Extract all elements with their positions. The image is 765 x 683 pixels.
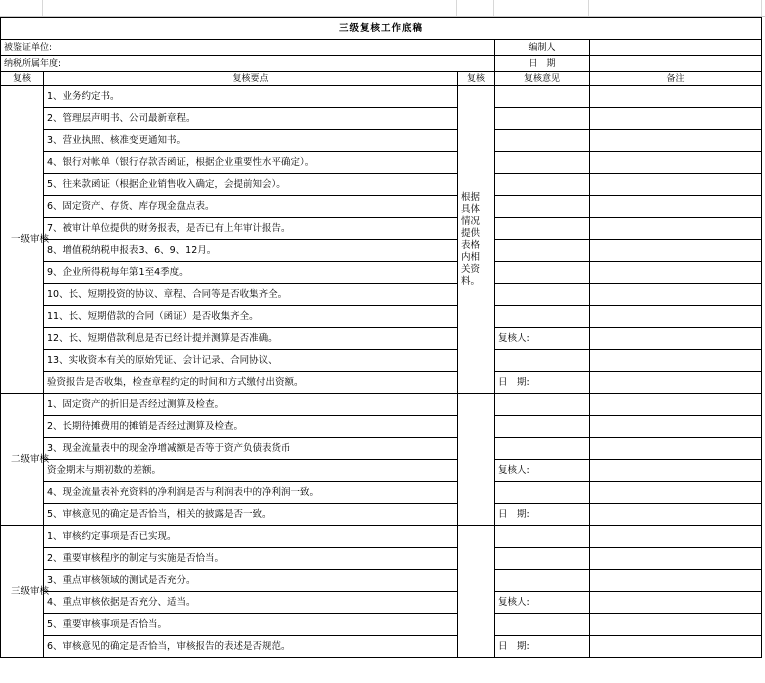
remark-cell[interactable] [590, 108, 762, 130]
level-1-item: 4、银行对帐单（银行存款否函证，根据企业重要性水平确定）。 [44, 152, 458, 174]
remark-cell[interactable] [590, 394, 762, 416]
preparer-value-cell[interactable] [590, 40, 762, 56]
level-3-label: 三级审核 [1, 526, 44, 658]
level-3-materials-cell[interactable] [458, 526, 495, 658]
opinion-cell[interactable] [495, 108, 590, 130]
level-3-item: 4、重点审核依据是否充分、适当。 [44, 592, 458, 614]
header-review-opinion: 复核意见 [495, 72, 590, 86]
opinion-cell[interactable] [495, 86, 590, 108]
level-1-item: 7、被审计单位提供的财务报表，是否已有上年审计报告。 [44, 218, 458, 240]
opinion-cell[interactable] [495, 394, 590, 416]
remark-cell[interactable] [590, 636, 762, 658]
opinion-cell[interactable] [495, 614, 590, 636]
remark-cell[interactable] [590, 482, 762, 504]
level-2-date-label: 日 期: [495, 504, 590, 526]
remark-cell[interactable] [590, 174, 762, 196]
remark-cell[interactable] [590, 592, 762, 614]
remark-cell[interactable] [590, 460, 762, 482]
remark-cell[interactable] [590, 196, 762, 218]
remark-cell[interactable] [590, 306, 762, 328]
opinion-cell[interactable] [495, 174, 590, 196]
remark-cell[interactable] [590, 218, 762, 240]
remark-cell[interactable] [590, 240, 762, 262]
opinion-cell[interactable] [495, 262, 590, 284]
remark-cell[interactable] [590, 504, 762, 526]
remark-cell[interactable] [590, 372, 762, 394]
level-1-item: 1、业务约定书。 [44, 86, 458, 108]
remark-cell[interactable] [590, 548, 762, 570]
tax-year-label: 纳税所属年度: [1, 56, 495, 72]
level-2-item: 资金期末与期初数的差额。 [44, 460, 458, 482]
remark-cell[interactable] [590, 86, 762, 108]
level-2-reviewer-label: 复核人: [495, 460, 590, 482]
level-1-reviewer-label: 复核人: [495, 328, 590, 350]
level-1-item: 5、往来款函证（根据企业销售收入确定，会提前知会）。 [44, 174, 458, 196]
level-1-item: 12、长、短期借款利息是否已经计提并测算是否准确。 [44, 328, 458, 350]
page-title: 三级复核工作底稿 [1, 18, 762, 40]
opinion-cell[interactable] [495, 284, 590, 306]
level-1-item: 2、管理层声明书、公司最新章程。 [44, 108, 458, 130]
level-3-item: 5、重要审核事项是否恰当。 [44, 614, 458, 636]
level-3-item: 6、审核意见的确定是否恰当，审核报告的表述是否规范。 [44, 636, 458, 658]
opinion-cell[interactable] [495, 438, 590, 460]
level-1-item: 13、实收资本有关的原始凭证、会计记录、合同协议、 [44, 350, 458, 372]
level-2-label: 二级审核 [1, 394, 44, 526]
opinion-cell[interactable] [495, 570, 590, 592]
date-value-cell[interactable] [590, 56, 762, 72]
opinion-cell[interactable] [495, 306, 590, 328]
level-1-item: 9、企业所得税每年第1至4季度。 [44, 262, 458, 284]
level-2-item: 1、固定资产的折旧是否经过测算及检查。 [44, 394, 458, 416]
opinion-cell[interactable] [495, 196, 590, 218]
review-table [0, 17, 762, 658]
level-2-item: 2、长期待摊费用的摊销是否经过测算及检查。 [44, 416, 458, 438]
level-1-item: 6、固定资产、存货、库存现金盘点表。 [44, 196, 458, 218]
remark-cell[interactable] [590, 350, 762, 372]
opinion-cell[interactable] [495, 416, 590, 438]
remark-cell[interactable] [590, 614, 762, 636]
level-1-item: 11、长、短期借款的合同（函证）是否收集齐全。 [44, 306, 458, 328]
level-1-item: 8、增值税纳税申报表3、6、9、12月。 [44, 240, 458, 262]
level-3-reviewer-label: 复核人: [495, 592, 590, 614]
header-review-2: 复核 [458, 72, 495, 86]
level-3-item: 1、审核约定事项是否已实现。 [44, 526, 458, 548]
opinion-cell[interactable] [495, 526, 590, 548]
opinion-cell[interactable] [495, 218, 590, 240]
remark-cell[interactable] [590, 526, 762, 548]
level-2-item: 3、现金流量表中的现金净增减额是否等于资产负债表货币 [44, 438, 458, 460]
remark-cell[interactable] [590, 438, 762, 460]
remark-cell[interactable] [590, 130, 762, 152]
level-3-date-label: 日 期: [495, 636, 590, 658]
remark-cell[interactable] [590, 152, 762, 174]
remark-cell[interactable] [590, 328, 762, 350]
header-remark: 备注 [590, 72, 762, 86]
level-1-date-label: 日 期: [495, 372, 590, 394]
level-1-item: 3、营业执照、核准变更通知书。 [44, 130, 458, 152]
opinion-cell[interactable] [495, 350, 590, 372]
header-review: 复核 [1, 72, 44, 86]
level-1-item: 验资报告是否收集，检查章程约定的时间和方式缴付出资额。 [44, 372, 458, 394]
opinion-cell[interactable] [495, 240, 590, 262]
opinion-cell[interactable] [495, 548, 590, 570]
level-1-item: 10、长、短期投资的协议、章程、合同等是否收集齐全。 [44, 284, 458, 306]
materials-note: 根据具体情况提供表格内相关资料。 [458, 86, 495, 394]
date-label: 日 期 [495, 56, 590, 72]
level-3-item: 3、重点审核领域的测试是否充分。 [44, 570, 458, 592]
remark-cell[interactable] [590, 262, 762, 284]
level-2-item: 4、现金流量表补充资料的净利润是否与利润表中的净利润一致。 [44, 482, 458, 504]
column-header-strip [0, 0, 765, 17]
opinion-cell[interactable] [495, 482, 590, 504]
opinion-cell[interactable] [495, 152, 590, 174]
level-1-label: 一级审核 [1, 86, 44, 394]
remark-cell[interactable] [590, 284, 762, 306]
remark-cell[interactable] [590, 416, 762, 438]
level-3-item: 2、重要审核程序的制定与实施是否恰当。 [44, 548, 458, 570]
preparer-label: 编制人 [495, 40, 590, 56]
header-review-points: 复核要点 [44, 72, 458, 86]
audited-unit-label: 被鉴证单位: [1, 40, 495, 56]
opinion-cell[interactable] [495, 130, 590, 152]
level-2-item: 5、审核意见的确定是否恰当，相关的披露是否一致。 [44, 504, 458, 526]
level-2-materials-cell[interactable] [458, 394, 495, 526]
remark-cell[interactable] [590, 570, 762, 592]
